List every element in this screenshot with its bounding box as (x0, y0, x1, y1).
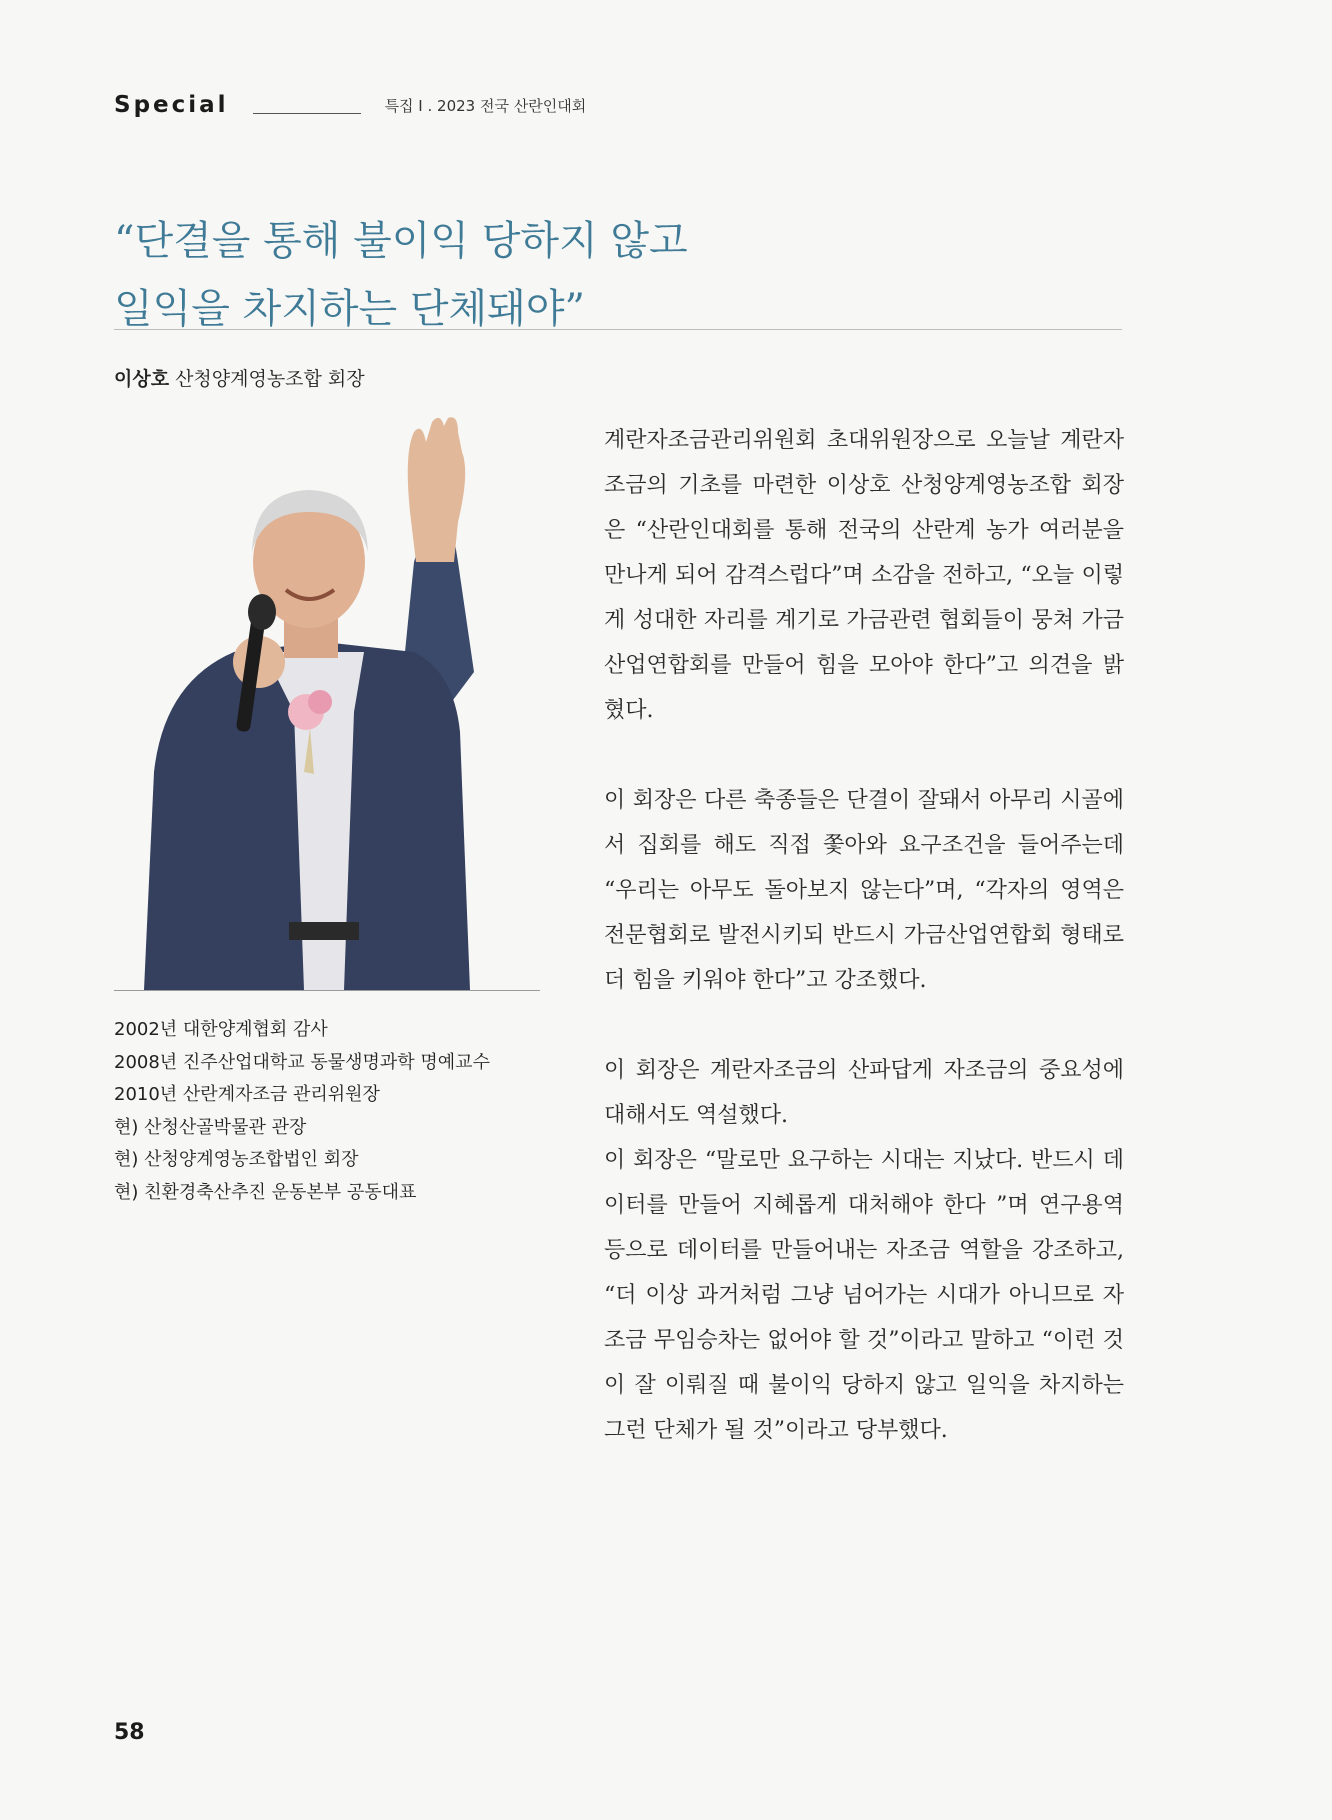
body-paragraph-3: 이 회장은 계란자조금의 산파답게 자조금의 중요성에 대해서도 역설했다. (604, 1058, 1124, 1128)
byline (114, 364, 365, 391)
career-item: 2008년 진주산업대학교 동물생명과학 명예교수 (114, 1051, 490, 1073)
headline-line-1: “단결을 통해 불이익 당하지 않고 (114, 217, 688, 264)
career-list (114, 1014, 554, 1209)
headline-line-2: 일익을 차지하는 단체돼야” (114, 285, 585, 332)
section-label: Special (114, 92, 229, 118)
byline-name: 이상호 (114, 368, 170, 390)
page-number: 58 (114, 1720, 145, 1745)
career-item: 현) 산청양계영농조합법인 회장 (114, 1149, 359, 1170)
career-item: 2002년 대한양계협회 감사 (114, 1019, 328, 1040)
body-paragraph-4: 이 회장은 “말로만 요구하는 시대는 지났다. 반드시 데이터를 만들어 지혜롭게 대처해야 한다 ”며 연구용역 등으로 데이터를 만들어내는 자조금 역할을 강조하고, “더 이상 과거처럼 그냥 넘어가는 시대가 아니므로 자조금 무임승차는 없어야 할 것”이라고 말하고 “이런 것이 잘 이뤄질 때 불이익 당하지 않고 일익을 차지하는 그런 단체가 될 것”이라고 당부했다. (604, 1148, 1124, 1443)
portrait-photo (114, 412, 540, 990)
photo-divider (114, 990, 540, 991)
career-item: 현) 친환경축산추진 운동본부 공동대표 (114, 1181, 417, 1203)
career-item: 2010년 산란계자조금 관리위원장 (114, 1084, 380, 1105)
page-header (114, 88, 674, 122)
body-paragraph-1: 계란자조금관리위원회 초대위원장으로 오늘날 계란자조금의 기초를 마련한 이상호 산청양계영농조합 회장은 “산란인대회를 통해 전국의 산란계 농가 여러분을 만나게 되어 감격스럽다”며 소감을 전하고, “오늘 이렇게 성대한 자리를 계기로 가금관련 협회들이 뭉쳐 가금산업연합회를 만들어 힘을 모아야 한다”고 의견을 밝혔다. (604, 428, 1124, 723)
article-headline (114, 207, 1114, 343)
section-subtitle: 특집 I . 2023 전국 산란인대회 (384, 96, 587, 115)
header-divider (253, 113, 361, 114)
career-item: 현) 산청산골박물관 관장 (114, 1116, 307, 1138)
body-paragraph-2: 이 회장은 다른 축종들은 단결이 잘돼서 아무리 시골에서 집회를 해도 직접 쫓아와 요구조건을 들어주는데 “우리는 아무도 돌아보지 않는다”며, “각자의 영역은 전문협회로 발전시키되 반드시 가금산업연합회 형태로 더 힘을 키워야 한다”고 강조했다. (604, 788, 1124, 993)
byline-title: 산청양계영농조합 회장 (175, 368, 365, 390)
title-divider (114, 329, 1122, 330)
article-body (604, 418, 1124, 1453)
